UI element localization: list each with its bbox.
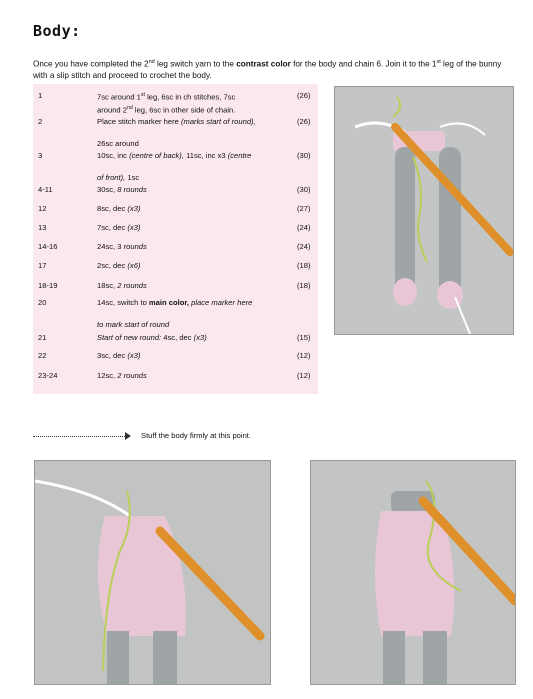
row-instruction: 30sc, 8 rounds [97,185,147,194]
row-stitch-count: (18) [297,281,311,290]
row-stitch-count: (26) [297,91,311,100]
stuff-note: Stuff the body firmly at this point. [33,429,333,443]
row-number: 20 [38,298,47,307]
row-number: 17 [38,261,47,270]
pattern-table [33,84,318,394]
row-number: 2 [38,117,43,126]
row-number: 23-24 [38,371,58,380]
row-instruction: 14sc, switch to main color, place marker here to mark start of round [97,298,253,329]
row-stitch-count: (30) [297,151,311,160]
row-number: 18-19 [38,281,58,290]
row-number: 12 [38,204,47,213]
row-instruction: 7sc, dec (x3) [97,223,141,232]
row-stitch-count: (24) [297,242,311,251]
row-stitch-count: (12) [297,371,311,380]
row-number: 21 [38,333,47,342]
row-instruction: 8sc, dec (x3) [97,204,141,213]
row-instruction: 18sc, 2 rounds [97,281,147,290]
photo-body-front [310,460,516,685]
row-number: 14-16 [38,242,58,251]
row-stitch-count: (18) [297,261,311,270]
row-number: 4-11 [38,185,53,194]
row-instruction: 10sc, inc (centre of back), 11sc, inc x3 (centre of front), 1sc [97,151,252,182]
row-instruction: 24sc, 3 rounds [97,242,147,251]
row-stitch-count: (26) [297,117,311,126]
row-instruction: Place stitch marker here (marks start of round), 26sc around [97,117,256,148]
row-stitch-count: (27) [297,204,311,213]
row-stitch-count: (30) [297,185,311,194]
row-stitch-count: (12) [297,351,311,360]
row-instruction: 3sc, dec (x3) [97,351,141,360]
photo-body-side [34,460,271,685]
row-number: 22 [38,351,47,360]
page-title: Body: [33,22,81,40]
intro-paragraph: Once you have completed the 2nd leg switch yarn to the contrast color for the body and chain 6. Join it to the 1st leg of the bunny with a slip stitch and proceed to crochet the body. [33,59,502,80]
photo-legs-with-hook [334,86,514,335]
row-instruction: 7sc around 1st leg, 6sc in ch stitches, 7sc around 2nd leg, 6sc in other side of chain. [97,92,236,115]
row-number: 13 [38,223,47,232]
row-stitch-count: (15) [297,333,311,342]
arrow-right-icon [125,432,131,440]
row-number: 1 [38,91,43,100]
row-stitch-count: (24) [297,223,311,232]
dotted-leader [33,436,127,437]
row-number: 3 [38,151,43,160]
row-instruction: 12sc, 2 rounds [97,371,147,380]
row-instruction: Start of new round: 4sc, dec (x3) [97,333,207,342]
row-instruction: 2sc, dec (x6) [97,261,141,270]
